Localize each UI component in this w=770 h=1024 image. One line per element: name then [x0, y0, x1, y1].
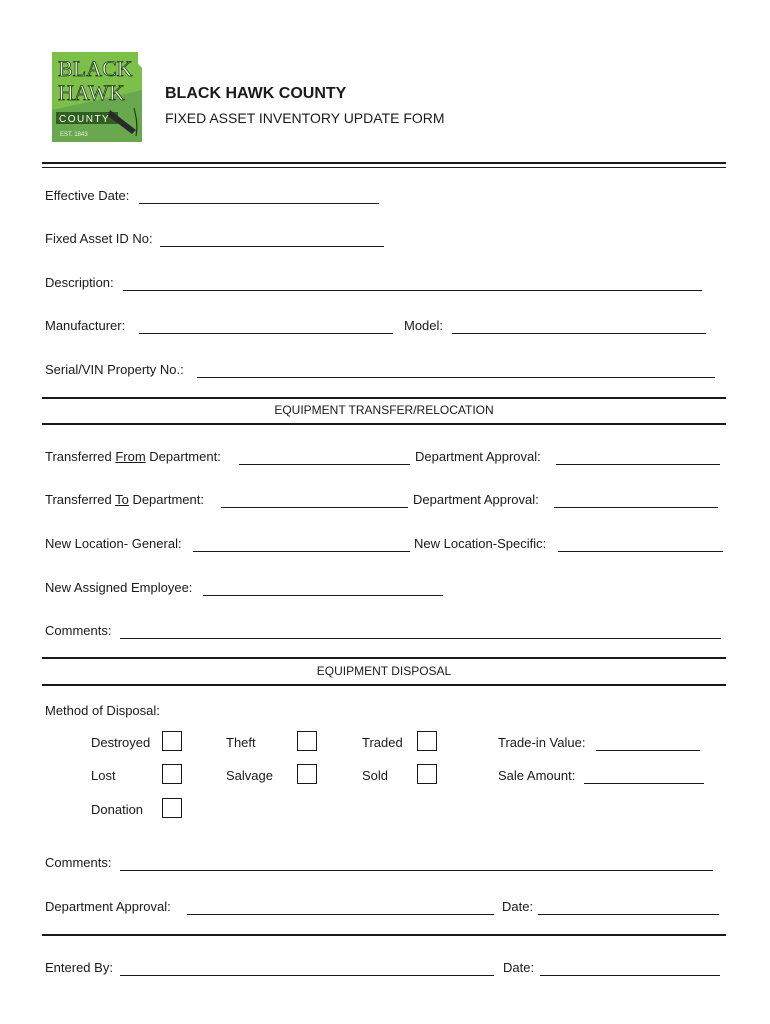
from-dept-approval-label: Department Approval: — [415, 449, 541, 464]
salvage-checkbox[interactable] — [297, 764, 317, 784]
sale-amount-field[interactable] — [584, 783, 704, 784]
sale-amount-label: Sale Amount: — [498, 768, 576, 783]
logo-text-black: BLACK — [58, 56, 133, 81]
location-general-label: New Location- General: — [45, 536, 182, 551]
disposal-top-rule — [42, 657, 726, 659]
disposal-comments-field[interactable] — [120, 870, 713, 871]
transfer-section-heading: EQUIPMENT TRANSFER/RELOCATION — [274, 403, 494, 417]
to-dept-field[interactable] — [221, 507, 408, 508]
disposal-date-field[interactable] — [538, 914, 719, 915]
lost-label: Lost — [91, 768, 116, 783]
from-dept-approval-field[interactable] — [556, 464, 720, 465]
entered-by-label: Entered By: — [45, 960, 113, 975]
form-org-title: BLACK HAWK COUNTY — [165, 85, 347, 102]
header-divider-thin — [42, 167, 726, 168]
destroyed-label: Destroyed — [91, 735, 151, 750]
employee-field[interactable] — [203, 595, 443, 596]
county-logo — [50, 50, 144, 144]
model-field[interactable] — [452, 333, 706, 334]
traded-checkbox[interactable] — [417, 731, 437, 751]
from-dept-label: Transferred From Department: — [45, 449, 221, 464]
entered-date-label: Date: — [503, 960, 535, 975]
serial-field[interactable] — [197, 377, 715, 378]
donation-label: Donation — [91, 802, 144, 817]
method-label: Method of Disposal: — [45, 703, 160, 718]
disposal-approval-label: Department Approval: — [45, 899, 171, 914]
form-title: FIXED ASSET INVENTORY UPDATE FORM — [165, 110, 445, 126]
transfer-bottom-rule — [42, 423, 726, 425]
tradein-value-label: Trade-in Value: — [498, 735, 586, 750]
from-dept-field[interactable] — [239, 464, 410, 465]
description-label: Description: — [45, 275, 114, 290]
serial-label: Serial/VIN Property No.: — [45, 362, 184, 377]
entered-by-field[interactable] — [120, 975, 494, 976]
asset-id-label: Fixed Asset ID No: — [45, 231, 153, 246]
location-specific-field[interactable] — [558, 551, 723, 552]
manufacturer-label: Manufacturer: — [45, 318, 126, 333]
entered-date-field[interactable] — [540, 975, 720, 976]
donation-checkbox[interactable] — [162, 798, 182, 818]
logo-text-county: COUNTY — [59, 114, 111, 125]
sold-checkbox[interactable] — [417, 764, 437, 784]
asset-id-field[interactable] — [160, 246, 384, 247]
header-divider — [42, 162, 726, 164]
transfer-comments-field[interactable] — [120, 638, 721, 639]
effective-date-label: Effective Date: — [45, 188, 130, 203]
model-label: Model: — [404, 318, 444, 333]
effective-date-field[interactable] — [139, 203, 379, 204]
description-field[interactable] — [123, 290, 702, 291]
transfer-top-rule — [42, 397, 726, 399]
location-specific-label: New Location-Specific: — [414, 536, 547, 551]
footer-rule — [42, 934, 726, 936]
employee-label: New Assigned Employee: — [45, 580, 193, 595]
to-dept-label: Transferred To Department: — [45, 492, 204, 507]
manufacturer-field[interactable] — [139, 333, 393, 334]
transfer-comments-label: Comments: — [45, 623, 112, 638]
disposal-date-label: Date: — [502, 899, 534, 914]
location-general-field[interactable] — [193, 551, 410, 552]
traded-label: Traded — [362, 735, 403, 750]
disposal-approval-field[interactable] — [187, 914, 494, 915]
disposal-bottom-rule — [42, 684, 726, 686]
tradein-value-field[interactable] — [596, 750, 700, 751]
theft-label: Theft — [226, 735, 256, 750]
lost-checkbox[interactable] — [162, 764, 182, 784]
disposal-comments-label: Comments: — [45, 855, 112, 870]
logo-text-est: EST. 1843 — [60, 132, 88, 138]
logo-text-hawk: HAWK — [58, 80, 125, 105]
destroyed-checkbox[interactable] — [162, 731, 182, 751]
to-dept-approval-label: Department Approval: — [413, 492, 539, 507]
to-dept-approval-field[interactable] — [554, 507, 718, 508]
disposal-section-heading: EQUIPMENT DISPOSAL — [316, 664, 452, 678]
theft-checkbox[interactable] — [297, 731, 317, 751]
sold-label: Sold — [362, 768, 389, 783]
salvage-label: Salvage — [226, 768, 273, 783]
